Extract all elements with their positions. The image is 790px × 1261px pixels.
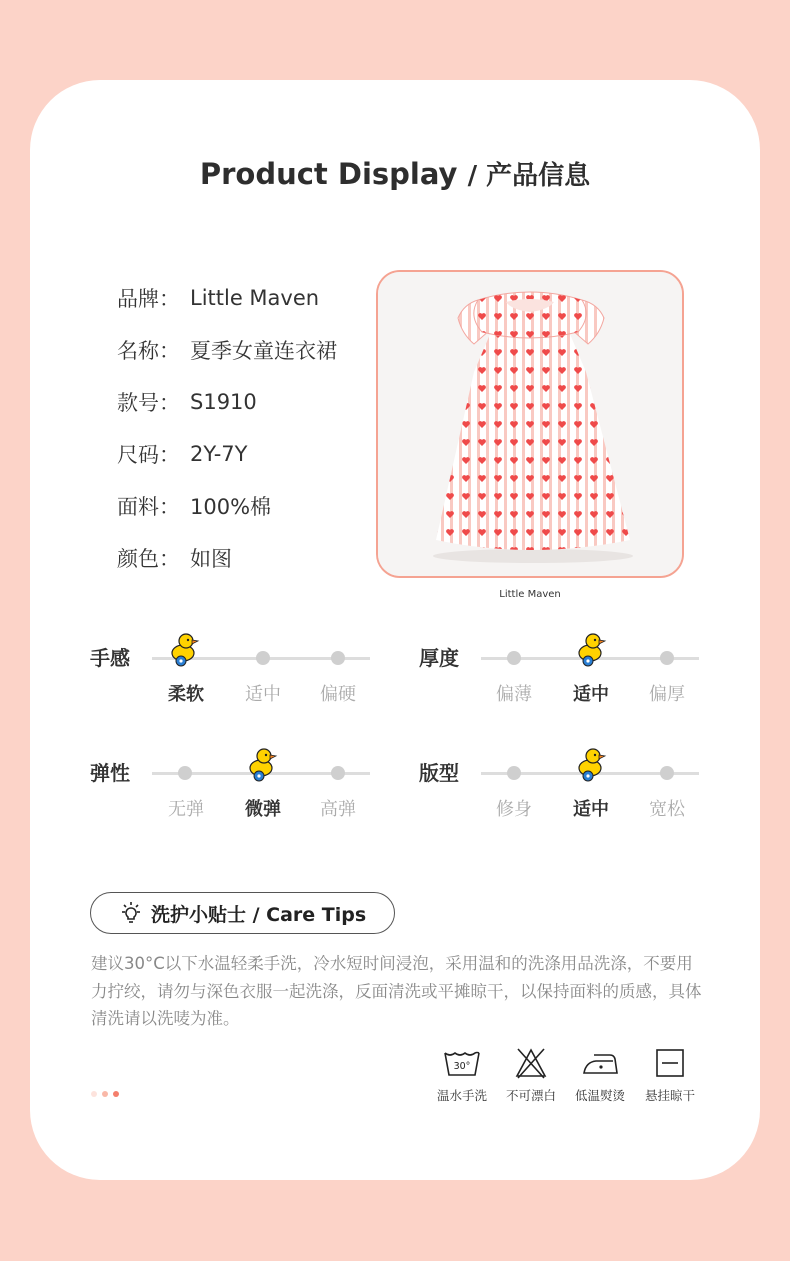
title-cn: / 产品信息	[467, 161, 591, 191]
spec-key: 面料：	[117, 495, 180, 519]
spec-key: 颜色：	[117, 547, 180, 571]
care-item-low-iron	[568, 1045, 632, 1104]
care-tips-pill	[90, 892, 395, 934]
scale-dot	[507, 766, 521, 780]
scale-dot	[331, 651, 345, 665]
scale-option-selected: 柔软	[168, 684, 204, 705]
low-iron-icon	[580, 1049, 620, 1077]
product-photo	[376, 270, 684, 578]
spec-value: 100%棉	[190, 495, 272, 519]
scale-dot	[331, 766, 345, 780]
care-tips-label: 洗护小贴士 / Care Tips	[151, 903, 367, 926]
title-en: Product Display	[199, 157, 458, 191]
hand-wash-30-icon	[442, 1048, 482, 1078]
duck-icon	[577, 631, 607, 667]
scale-option-selected: 微弹	[245, 799, 281, 820]
scale-dot	[178, 766, 192, 780]
scale-option: 宽松	[649, 799, 685, 820]
scale-option: 修身	[496, 799, 532, 820]
spec-row-color	[117, 532, 337, 584]
care-label: 悬挂晾干	[644, 1088, 695, 1103]
care-label: 温水手洗	[436, 1088, 487, 1103]
spec-key: 名称：	[117, 339, 180, 363]
scale-fit	[419, 755, 719, 835]
care-item-hang-dry	[638, 1045, 702, 1104]
decorative-dots	[91, 1091, 119, 1097]
scale-label: 版型	[419, 761, 459, 785]
care-tips-text: 建议30°C以下水温轻柔手洗，冷水短时间浸泡，采用温和的洗涤用品洗涤，不要用力拧绞，请勿与深色衣服一起洗涤，反面清洗或平摊晾干，以保持面料的质感，具体清洗请以洗唛为准。	[91, 954, 702, 1028]
scale-option-selected: 适中	[573, 799, 609, 820]
scale-option: 偏硬	[320, 684, 356, 705]
dot	[102, 1091, 108, 1097]
spec-key: 款号：	[117, 391, 180, 415]
dress-illustration	[378, 272, 682, 576]
photo-caption: Little Maven	[499, 589, 561, 600]
spec-value: 如图	[190, 547, 232, 571]
spec-row-style	[117, 376, 337, 428]
scale-dot	[507, 651, 521, 665]
scale-dot	[256, 651, 270, 665]
spec-value: 2Y-7Y	[190, 442, 248, 466]
spec-value: S1910	[190, 390, 257, 414]
scale-option: 偏薄	[496, 684, 532, 705]
scale-option: 无弹	[168, 799, 204, 820]
scale-label: 厚度	[419, 646, 459, 670]
scale-label: 弹性	[90, 761, 130, 785]
care-item-hand-wash	[430, 1045, 494, 1104]
page-title	[0, 155, 790, 192]
scale-label: 手感	[90, 646, 130, 670]
spec-value: 夏季女童连衣裙	[190, 339, 337, 363]
scale-option: 高弹	[320, 799, 356, 820]
scale-option-selected: 适中	[573, 684, 609, 705]
lightbulb-icon	[119, 901, 143, 925]
duck-icon	[248, 746, 278, 782]
spec-key: 尺码：	[117, 443, 180, 467]
no-bleach-icon	[514, 1047, 548, 1079]
scale-option: 适中	[245, 684, 281, 705]
scale-dot	[660, 766, 674, 780]
scale-elasticity	[90, 755, 390, 835]
care-label: 不可漂白	[505, 1088, 556, 1103]
spec-value: Little Maven	[190, 286, 320, 310]
hang-dry-icon	[655, 1048, 685, 1078]
care-item-no-bleach	[499, 1045, 563, 1104]
scale-thickness	[419, 640, 719, 720]
scale-option: 偏厚	[649, 684, 685, 705]
spec-key: 品牌：	[117, 287, 180, 311]
wash-temp-badge: 30°	[453, 1061, 471, 1072]
dot	[91, 1091, 97, 1097]
spec-list	[117, 272, 337, 584]
duck-icon	[170, 631, 200, 667]
spec-row-size	[117, 428, 337, 480]
spec-row-brand	[117, 272, 337, 324]
scale-dot	[660, 651, 674, 665]
care-label: 低温熨烫	[574, 1088, 625, 1103]
dot	[113, 1091, 119, 1097]
spec-row-fabric	[117, 480, 337, 532]
duck-icon	[577, 746, 607, 782]
scale-hand-feel	[90, 640, 390, 720]
spec-row-name	[117, 324, 337, 376]
